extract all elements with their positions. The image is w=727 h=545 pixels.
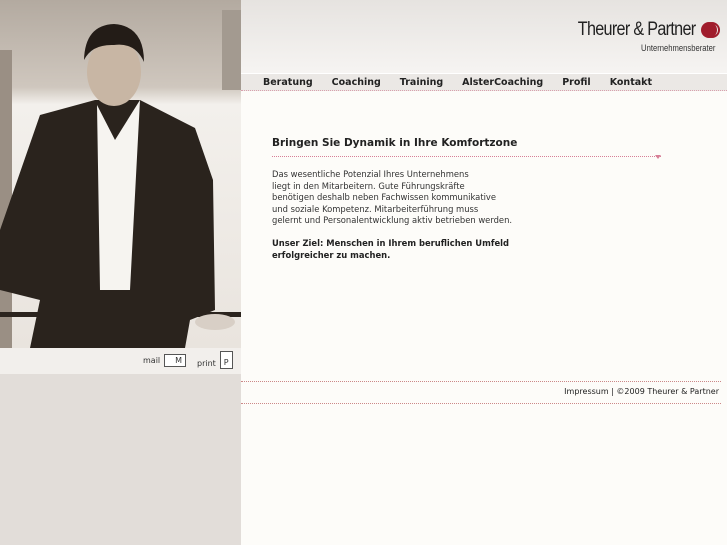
nav-coaching[interactable]: Coaching <box>331 77 381 88</box>
mail-button[interactable] <box>143 354 186 367</box>
nav-profil[interactable]: Profil <box>562 77 591 88</box>
header <box>241 0 727 73</box>
text-line: gelernt und Personalentwicklung aktiv betrieben werden. <box>272 215 513 226</box>
copyright: ©2009 Theurer & Partner <box>616 387 719 396</box>
intro-text <box>272 169 672 227</box>
portrait-photo <box>0 0 241 348</box>
logo-name: Theurer & Partner <box>577 19 695 40</box>
nav-training[interactable]: Training <box>399 77 444 88</box>
mail-label: mail <box>143 356 161 365</box>
print-icon: P <box>220 351 233 369</box>
text-line: erfolgreicher zu machen. <box>272 249 391 260</box>
text-line: Das wesentliche Potenzial Ihres Unternehmens <box>272 169 469 179</box>
print-button[interactable] <box>197 351 233 369</box>
logo[interactable] <box>557 19 715 53</box>
nav-beratung[interactable]: Beratung <box>263 77 313 88</box>
logo-tagline: Unternehmensberater <box>640 43 715 53</box>
logo-ring-icon <box>704 22 720 38</box>
text-line: Unser Ziel: Menschen in Ihrem beruflichen Umfeld <box>272 237 510 248</box>
text-line: benötigen deshalb neben Fachwissen kommunikative <box>272 192 497 203</box>
main-content <box>272 137 672 261</box>
page-title: Bringen Sie Dynamik in Ihre Komfortzone <box>272 137 518 149</box>
impressum-link[interactable]: Impressum <box>564 387 609 396</box>
tools-strip <box>0 348 241 374</box>
text-line: und soziale Kompetenz. Mitarbeiterführung muss <box>272 203 479 214</box>
nav-alstercoaching[interactable]: AlsterCoaching <box>462 77 544 88</box>
footer-separator: | <box>608 387 617 396</box>
left-column <box>0 0 241 545</box>
mail-icon: M <box>164 354 186 367</box>
text-line: liegt in den Mitarbeitern. Gute Führungskräfte <box>272 180 465 191</box>
title-divider <box>272 156 661 157</box>
nav-kontakt[interactable]: Kontakt <box>609 77 652 88</box>
footer <box>241 381 721 404</box>
print-label: print <box>197 358 216 368</box>
goal-text <box>272 238 672 261</box>
main-nav <box>241 73 727 91</box>
